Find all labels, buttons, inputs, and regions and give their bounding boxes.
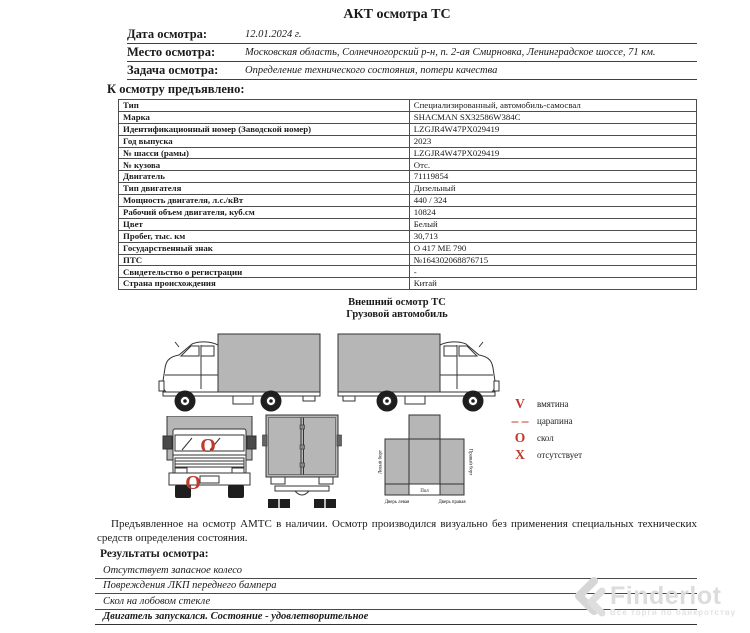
watermark-name: Finderlot xyxy=(610,581,722,610)
table-row xyxy=(119,183,697,195)
attr-label: Марка xyxy=(119,111,410,123)
inspection-title: Внешний осмотр ТС xyxy=(348,297,446,308)
presented-heading: К осмотру предъявлено: xyxy=(107,82,245,96)
table-row xyxy=(119,100,697,112)
attr-label: Тип xyxy=(119,100,410,112)
missing-symbol: X xyxy=(515,446,525,462)
left-door-panel xyxy=(385,484,409,495)
attr-value: 71119854 xyxy=(409,171,696,183)
attr-value: Специализированный, автомобиль-самосвал xyxy=(409,100,696,112)
table-row xyxy=(119,123,697,135)
table-row xyxy=(119,195,697,207)
grille xyxy=(175,458,244,467)
vehicle-table xyxy=(118,99,697,290)
right-mirror xyxy=(247,436,256,449)
attr-value: 440 / 324 xyxy=(409,195,696,207)
table-row xyxy=(119,254,697,266)
meta-label: Задача осмотра: xyxy=(127,63,219,77)
table-row xyxy=(119,171,697,183)
tail-light xyxy=(271,477,285,484)
attr-label: ПТС xyxy=(119,254,410,266)
attr-value: Белый xyxy=(409,218,696,230)
table-row xyxy=(119,147,697,159)
meta-label: Дата осмотра: xyxy=(127,27,208,41)
left-side-panel xyxy=(385,439,409,484)
meta-label: Место осмотра: xyxy=(127,45,216,59)
damage-mark-windshield: O xyxy=(200,435,216,457)
finderlot-logo-icon xyxy=(572,577,606,623)
box-unfold-diagram xyxy=(378,412,473,510)
meta-row-task xyxy=(127,62,697,80)
attr-value: - xyxy=(409,266,696,278)
conclusion-paragraph: Предъявленное на осмотр АМТС в наличии. Осмотр производился визуально без применения специальных технических средств определения состояния. xyxy=(97,518,697,544)
attr-label: Двигатель xyxy=(119,171,410,183)
right-door-label: Дверь правая xyxy=(438,500,466,505)
truck-rear-diagram xyxy=(262,413,342,511)
left-mirror xyxy=(163,436,172,449)
attr-label: Пробег, тыс. км xyxy=(119,230,410,242)
front-wall-panel xyxy=(409,415,440,439)
chip-symbol: O xyxy=(514,429,526,445)
headlight xyxy=(232,468,244,473)
attr-value: LZGJR4W47PX029419 xyxy=(409,123,696,135)
floor-panel xyxy=(409,439,440,484)
attr-label: Идентификационный номер (Заводской номер) xyxy=(119,123,410,135)
attr-value: О 417 МЕ 790 xyxy=(409,242,696,254)
result-row: Отсутствует запасное колесо xyxy=(95,563,697,579)
truck-front-diagram xyxy=(162,416,257,506)
inspection-subtitle: Грузовой автомобиль xyxy=(346,309,448,320)
truck-side-right-diagram xyxy=(333,331,503,416)
watermark-tagline: Все торги по банкротству xyxy=(610,607,737,617)
attr-label: № кузова xyxy=(119,159,410,171)
legend-label: скол xyxy=(537,432,554,443)
meta-value: Московская область, Солнечногорский р-н, п. 2-ая Смирновка, Ленинградское шоссе, 71 км. xyxy=(245,47,656,58)
legend-label: отсутствует xyxy=(537,449,583,460)
cargo-box xyxy=(218,334,320,392)
table-row xyxy=(119,159,697,171)
meta-row-place xyxy=(127,44,697,62)
legend-row-scratch xyxy=(503,412,582,429)
attr-label: Свидетельство о регистрации xyxy=(119,266,410,278)
watermark xyxy=(572,577,736,623)
table-row xyxy=(119,207,697,219)
attr-value: LZGJR4W47PX029419 xyxy=(409,147,696,159)
meta-row-date xyxy=(127,26,697,44)
dent-symbol: V xyxy=(515,395,525,411)
scratch-symbol: – – xyxy=(511,412,529,428)
result-row-engine: Двигатель запускался. Состояние - удовлетворительное xyxy=(95,610,697,626)
attr-value: 2023 xyxy=(409,135,696,147)
legend-row-dent xyxy=(503,395,582,412)
right-door-panel xyxy=(440,484,464,495)
attr-value: 30,713 xyxy=(409,230,696,242)
attr-value: SHACMAN SX32586W384C xyxy=(409,111,696,123)
attr-label: Мощность двигателя, л.с./кВт xyxy=(119,195,410,207)
floor-label: Пол xyxy=(420,489,429,494)
attr-value: Китай xyxy=(409,278,696,290)
meta-table xyxy=(127,26,697,80)
damage-legend xyxy=(503,395,582,463)
attr-label: Страна происхождения xyxy=(119,278,410,290)
legend-label: царапина xyxy=(537,415,573,426)
attr-label: Рабочий объем двигателя, куб.см xyxy=(119,207,410,219)
right-mirror xyxy=(337,435,342,446)
attr-value: 10824 xyxy=(409,207,696,219)
attr-value: Дизельный xyxy=(409,183,696,195)
table-row xyxy=(119,278,697,290)
table-row xyxy=(119,135,697,147)
attr-label: Цвет xyxy=(119,218,410,230)
result-row: Скол на лобовом стекле xyxy=(95,594,697,610)
wheel xyxy=(228,485,244,498)
attr-label: Год выпуска xyxy=(119,135,410,147)
legend-label: вмятина xyxy=(537,398,569,409)
right-side-panel xyxy=(440,439,464,484)
right-side-label: Правый борт xyxy=(467,448,473,476)
meta-value: Определение технического состояния, потери качества xyxy=(245,65,498,76)
table-row xyxy=(119,111,697,123)
cab xyxy=(163,342,218,392)
rear-bumper xyxy=(275,486,329,491)
attr-value: №164302068876715 xyxy=(409,254,696,266)
legend-row-chip xyxy=(503,429,582,446)
attr-value: Отс. xyxy=(409,159,696,171)
attr-label: Государственный знак xyxy=(119,242,410,254)
table-row xyxy=(119,266,697,278)
left-door-label: Дверь левая xyxy=(384,500,410,505)
damage-mark-grille: O xyxy=(185,472,201,494)
table-row xyxy=(119,230,697,242)
table-row xyxy=(119,218,697,230)
attr-label: № шасси (рамы) xyxy=(119,147,410,159)
left-side-label: Левый борт xyxy=(378,450,384,474)
table-row xyxy=(119,242,697,254)
legend-row-missing xyxy=(503,446,582,463)
meta-value: 12.01.2024 г. xyxy=(245,29,302,40)
left-mirror xyxy=(263,435,268,446)
page-title: АКТ осмотра ТС xyxy=(343,7,451,22)
result-row: Повреждения ЛКП переднего бампера xyxy=(95,579,697,595)
attr-label: Тип двигателя xyxy=(119,183,410,195)
tail-light xyxy=(319,477,333,484)
truck-side-left-diagram xyxy=(155,331,325,416)
results-heading: Результаты осмотра: xyxy=(100,548,209,560)
